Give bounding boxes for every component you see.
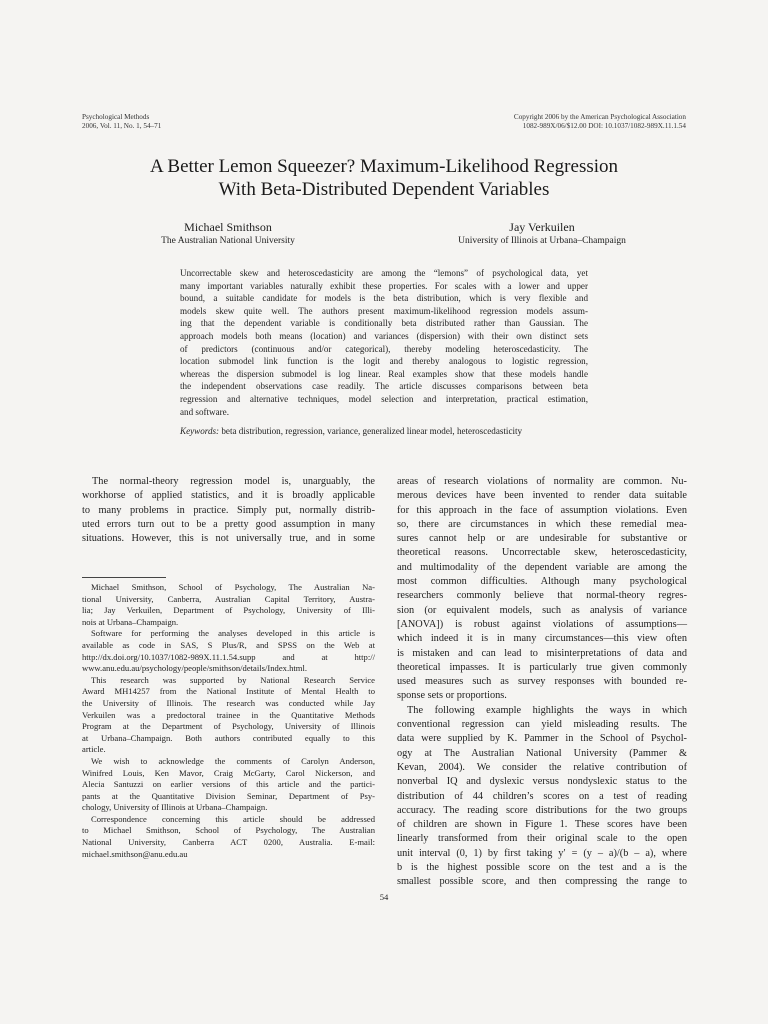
body-line: b is the highest possible score on the test and a is the [397, 862, 687, 874]
footnote-line: Correspondence concerning this article should be addressed [91, 813, 375, 824]
article-title [60, 155, 708, 201]
body-line: used measures such as survey responses with bounded re- [397, 676, 687, 688]
abstract [180, 267, 588, 438]
body-line: [ANOVA]) is robust against violations of assumptions— [397, 618, 687, 630]
body-line: and multimodality of the dependent variable are among the [397, 561, 687, 573]
footnote-line: Verkuilen was a predoctoral trainee in the Quantitative Methods [82, 709, 375, 720]
footnote-line: michael.smithson@anu.edu.au [82, 848, 188, 859]
body-line: Kevan, 2004). We consider the relative contribution of [397, 761, 687, 773]
body-line: which indeed it is in many circumstances—this view often [397, 633, 687, 645]
body-line: sponse sets or proportions. [397, 690, 507, 702]
abstract-line: regression and alternative techniques, model selection and interpretation, practical estimation, [180, 393, 588, 404]
body-line: of children are shown in Figure 1. These scores have been [397, 819, 687, 831]
author-note [82, 582, 375, 860]
footnote-line: Winifred Louis, Ken Mavor, Craig McGarty, Carol Nickerson, and [82, 767, 375, 778]
abstract-line: location submodel link function is the logit and thereby analogous to logistic regression, [180, 356, 588, 367]
footnote-line: http://dx.doi.org/10.1037/1082-989X.11.1.54.supp and at http:// [82, 651, 375, 662]
footnote-line: Alecia Santuzzi on earlier versions of this article and the partici- [82, 779, 375, 790]
title-line: A Better Lemon Squeezer? Maximum-Likelihood Regression [149, 156, 619, 177]
footnote-line: National University, Canberra ACT 0200, Australia. E-mail: [82, 837, 375, 848]
abstract-line: of predictors (continuous and/or categorical), thereby modeling heteroscedasticity. The [180, 343, 588, 354]
body-line: sion (or equivalent models, such as analysis of variance [397, 604, 687, 616]
keywords-text: beta distribution, regression, variance, generalized linear model, heteroscedasticity [221, 426, 523, 437]
body-line: merous devices have been invented to render data suitable [397, 490, 687, 502]
footnote-line: Michael Smithson, School of Psychology, The Australian Na- [91, 582, 375, 592]
footnote-divider [82, 577, 166, 578]
author-name: Michael Smithson [184, 220, 272, 234]
abstract-line: Uncorrectable skew and heteroscedasticity are among the “lemons” of psychological data, yet [180, 268, 588, 278]
body-line: ogy at The Australian National University (Pammer & [397, 747, 687, 759]
body-line: so, there are circumstances in which these remedial mea- [397, 518, 687, 530]
body-line: situations. However, this is not universally true, and in some [82, 533, 375, 545]
abstract-line: approach models both means (location) and variances (dispersion) with their own distinct sets [180, 330, 588, 341]
journal-name: Psychological Methods [82, 113, 150, 121]
copyright-notice: Copyright 2006 by the American Psychological Association [513, 113, 686, 121]
author-affiliation: The Australian National University [161, 236, 295, 246]
body-line: accuracy. The reading score distributions for the two groups [397, 804, 687, 816]
right-column-body [397, 475, 687, 890]
abstract-line: models skew quite well. The authors present maximum-likelihood regression models assum- [180, 305, 588, 316]
body-line: sures cannot help or are undesirable for substantive or [397, 533, 687, 545]
abstract-line: many important variables naturally exhibit these properties. For scales with a lower and upper [180, 280, 588, 291]
footnote-line: chology, University of Illinois at Urbana–Champaign. [82, 802, 268, 813]
body-line: nonverbal IQ and dyslexic versus nondyslexic status to the [397, 776, 687, 788]
abstract-line: whereas the dispersion submodel is log linear. Real examples show that these models handle [180, 368, 588, 379]
footnote-line: at Urbana–Champaign. Both authors contributed equally to this [82, 732, 375, 743]
body-line: workhorse of applied statistics, and it is broadly applicable [82, 490, 375, 502]
body-line: The normal-theory regression model is, unarguably, the [92, 476, 375, 487]
footnote-line: We wish to acknowledge the comments of Carolyn Anderson, [91, 755, 375, 766]
footnote-line: pants at the Quantitative Division Seminar, Department of Psy- [82, 790, 375, 801]
author-name: Jay Verkuilen [509, 220, 575, 234]
footnote-line: Program at the Department of Psychology, University of Illinois [82, 721, 375, 732]
abstract-line: bound, a suitable candidate for models is the beta distribution, which is very flexible and [180, 293, 588, 304]
body-line: data were supplied by K. Pammer in the School of Psychol- [397, 733, 687, 745]
body-line: areas of research violations of normality are common. Nu- [397, 476, 687, 487]
body-line: researchers commonly believe that normal-theory regres- [397, 590, 687, 602]
running-header-left [82, 113, 161, 130]
footnote-line: the University of Illinois. The research was conducted while Jay [82, 697, 375, 708]
body-line: most common difficulties. Although many psychological [397, 576, 687, 588]
title-line: With Beta-Distributed Dependent Variables [218, 179, 550, 200]
footnote-line: to Michael Smithson, School of Psychology, The Australian [82, 825, 375, 836]
footnote-line: lia; Jay Verkuilen, Department of Psychology, University of Illi- [82, 605, 375, 616]
author-block [430, 220, 654, 248]
body-line: uted errors turn out to be a pretty good assumption in many [82, 518, 375, 530]
page-number: 54 [379, 892, 389, 902]
body-line: smallest possible score, and then compressing the range to [397, 876, 687, 888]
footnote-line: available as code in SAS, S Plus/R, and SPSS on the Web at [82, 639, 375, 650]
body-line: conventional regression can yield misleading results. The [397, 719, 687, 731]
footnote-line: nois at Urbana–Champaign. [82, 616, 179, 627]
footnote-line: article. [82, 744, 106, 755]
running-header-right [514, 113, 686, 130]
body-line: is mistaken and can lead to misinterpretations of data and [397, 647, 687, 659]
body-line: for this approach in the face of assumption violations. Even [397, 504, 687, 516]
footnote-line: www.anu.edu.au/psychology/people/smithson/details/Index.html. [82, 663, 307, 674]
doi-info: 1082-989X/06/$12.00 DOI: 10.1037/1082-989X.11.1.54 [522, 121, 686, 130]
footnote-line: tional University, Canberra, Australian Capital Territory, Austra- [82, 593, 375, 604]
keywords [180, 425, 588, 438]
volume-info: 2006, Vol. 11, No. 1, 54–71 [82, 121, 162, 130]
body-line: linearly transformed from their original scale to the open [397, 833, 687, 845]
author-affiliation: University of Illinois at Urbana–Champaign [458, 236, 626, 246]
keywords-label: Keywords: [180, 426, 220, 437]
footnote-line: Software for performing the analyses developed in this article is [91, 628, 375, 639]
abstract-line: ing that the dependent variable is conditionally beta distributed rather than Gaussian. The [180, 318, 588, 329]
abstract-line: and software. [180, 406, 229, 417]
body-line: theoretical reasons. Uncorrectable skew, heteroscedasticity, [397, 547, 687, 559]
body-line: distribution of 44 children’s scores on a test of reading [397, 790, 687, 802]
body-line: theoretical impasses. It is particularly true given commonly [397, 661, 687, 673]
abstract-line: the independent observations case readily. The article discusses comparisons between beta [180, 381, 588, 392]
author-block [148, 220, 308, 248]
footnote-line: This research was supported by National Research Service [91, 674, 375, 685]
body-line: to many problems in practice. Simply put, normally distrib- [82, 504, 375, 516]
body-line: unit interval (0, 1) by first taking y′ = (y – a)/(b – a), where [397, 847, 687, 859]
left-column-body [82, 475, 375, 546]
footnote-line: Award MH14257 from the National Institute of Mental Health to [82, 686, 375, 697]
body-line: The following example highlights the ways in which [407, 704, 687, 716]
